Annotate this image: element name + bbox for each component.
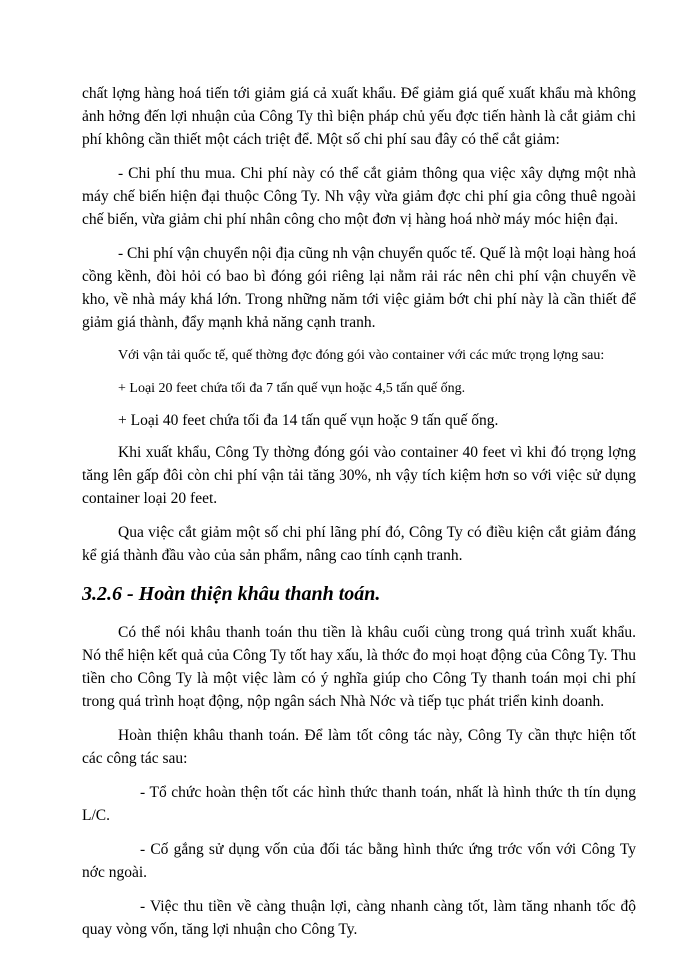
paragraph-cost-conclusion: Qua việc cắt giảm một số chi phí lãng phí đó, Công Ty có điều kiện cắt giảm đáng kể giá thành đầu vào của sản phẩm, nâng cao tính cạnh tranh. bbox=[82, 524, 636, 564]
paragraph-export-container: Khi xuất khẩu, Công Ty thờng đóng gói vào container 40 feet vì khi đó trọng lợng tăng lên gấp đôi còn chi phí vận tải tăng 30%, nh vậy tích kiệm hơn so với việc sử dụng container loại 20 feet. bbox=[82, 444, 636, 507]
paragraph-payment-tasks: Hoàn thiện khâu thanh toán. Để làm tốt công tác này, Công Ty cần thực hiện tốt các công tác sau: bbox=[82, 727, 636, 767]
document-page bbox=[82, 82, 636, 952]
paragraph-container-intro: Với vận tải quốc tế, quế thờng đợc đóng gói vào container với các mức trọng lợng sau: bbox=[118, 348, 605, 363]
paragraph-cost-intro: chất lợng hàng hoá tiến tới giảm giá cả xuất khẩu. Để giảm giá quế xuất khẩu mà không ảnh hởng đến lợi nhuận của Công Ty thì biện pháp chủ yếu đợc tiến hành là cắt giảm chi phí không cần thiết một cách triệt để. Một số chi phí sau đây có thể cắt giảm: bbox=[82, 85, 636, 148]
section-heading: 3.2.6 - Hoàn thiện khâu thanh toán. bbox=[82, 583, 381, 605]
paragraph-transport-cost: - Chi phí vận chuyển nội địa cũng nh vận chuyển quốc tế. Quế là một loại hàng hoá cồng kềnh, đòi hỏi có bao bì đóng gói riêng lại nằm rải rác nên chi phí vận chuyển về kho, về nhà máy khá lớn. Trong những năm tới việc giảm bớt chi phí này là cần thiết để giảm giá thành, đẩy mạnh khả năng cạnh tranh. bbox=[82, 245, 636, 331]
item-payment-forms: - Tổ chức hoàn thện tốt các hình thức thanh toán, nhất là hình thức th tín dụng L/C. bbox=[82, 784, 636, 824]
item-fast-collection: - Việc thu tiền về càng thuận lợi, càng nhanh càng tốt, làm tăng nhanh tốc độ quay vòng vốn, tăng lợi nhuận cho Công Ty. bbox=[82, 898, 636, 938]
item-partner-capital: - Cố gắng sử dụng vốn của đối tác bằng hình thức ứng trớc vốn với Công Ty nớc ngoài. bbox=[82, 841, 636, 881]
bullet-20-feet: + Loại 20 feet chứa tối đa 7 tấn quế vụn hoặc 4,5 tấn quế ống. bbox=[118, 381, 466, 396]
paragraph-purchase-cost: - Chi phí thu mua. Chi phí này có thể cắt giảm thông qua việc xây dựng một nhà máy chế biến hiện đại thuộc Công Ty. Nh vậy vừa giảm đợc chi phí gia công thuê ngoài chế biến, vừa giảm chi phí nhân công cho một đơn vị hàng hoá nhờ máy móc hiện đại. bbox=[82, 165, 636, 228]
paragraph-payment-intro: Có thể nói khâu thanh toán thu tiền là khâu cuối cùng trong quá trình xuất khẩu. Nó thể hiện kết quả của Công Ty tốt hay xấu, là thớc đo mọi hoạt động của Công Ty. Thu tiền cho Công Ty là một việc làm có ý nghĩa giúp cho Công Ty thanh toán mọi chi phí trong quá trình hoạt động, nộp ngân sách Nhà Nớc và tiếp tục phát triển kinh doanh. bbox=[82, 624, 636, 710]
bullet-40-feet: + Loại 40 feet chứa tối đa 14 tấn quế vụn hoặc 9 tấn quế ống. bbox=[118, 412, 499, 429]
